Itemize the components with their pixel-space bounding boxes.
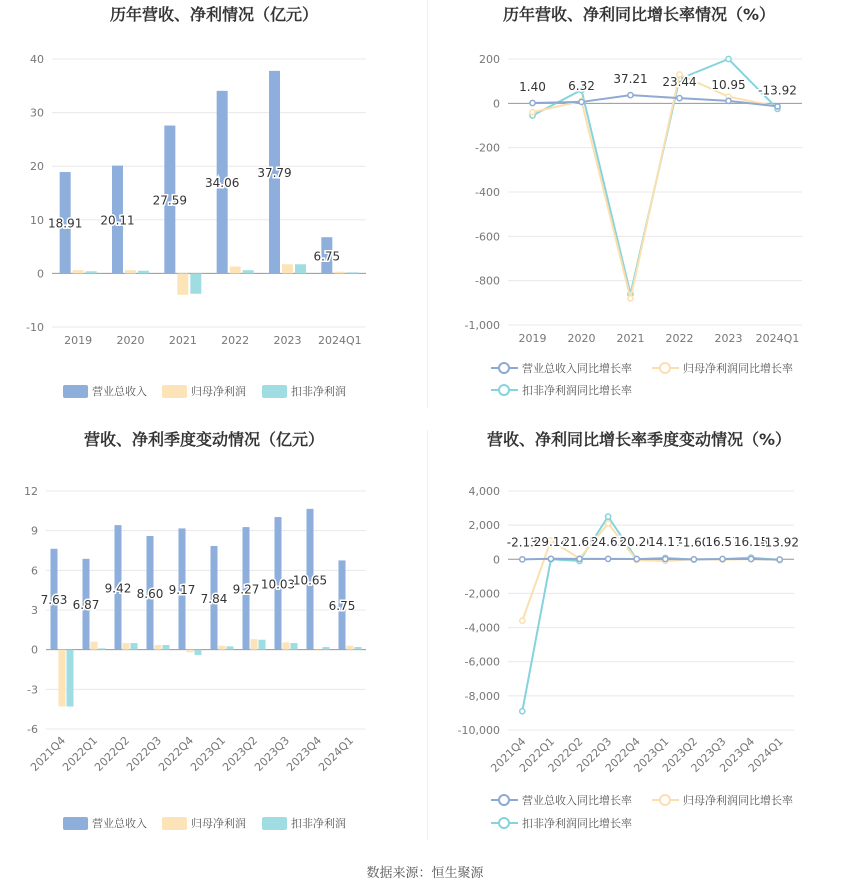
point-归母净利润同比增长率 — [628, 296, 633, 301]
data-label: 18.91 — [47, 216, 83, 231]
legend-marker — [499, 795, 509, 805]
x-tick-label: 2019 — [64, 334, 93, 347]
x-tick-label: 2020 — [567, 332, 596, 345]
data-label: 37.21 — [613, 72, 648, 87]
y-tick-label: -10 — [26, 321, 44, 334]
legend-label: 归母净利润同比增长率 — [683, 362, 793, 375]
data-label: 16.57 — [705, 535, 740, 550]
legend-swatch — [262, 817, 287, 830]
divider-bottom — [427, 430, 428, 840]
y-tick-label: -2,000 — [464, 587, 500, 601]
bar-扣非净利润 — [291, 643, 298, 650]
data-label: 20.20 — [619, 534, 654, 549]
chart-4 — [458, 430, 800, 830]
bar-归母净利润 — [91, 642, 98, 650]
legend-marker — [499, 818, 509, 828]
data-label: 6.87 — [72, 598, 100, 613]
x-tick-label: 2020 — [116, 334, 145, 347]
bar-归母净利润 — [251, 639, 258, 650]
y-tick-label: 30 — [30, 106, 44, 120]
bar-扣非净利润 — [259, 640, 266, 650]
y-tick-label: 0 — [493, 97, 500, 111]
point-扣非净利润同比增长率 — [520, 709, 525, 714]
y-tick-label: 2,000 — [468, 519, 500, 533]
x-tick-label: 2022Q3 — [124, 733, 165, 774]
y-tick-label: -8,000 — [464, 689, 500, 703]
x-tick-label: 2023Q3 — [688, 734, 729, 775]
data-label: 9.27 — [232, 582, 260, 597]
bar-归母净利润 — [230, 266, 241, 273]
data-label: 24.63 — [590, 534, 626, 549]
bar-扣非净利润 — [347, 272, 358, 273]
data-label: 34.06 — [204, 176, 240, 191]
point-营业总收入同比增长率 — [577, 556, 582, 561]
legend-marker — [660, 363, 670, 373]
y-tick-label: 0 — [31, 643, 38, 657]
point-营业总收入同比增长率 — [530, 100, 535, 105]
y-tick-label: -800 — [475, 274, 500, 288]
bar-扣非净利润 — [243, 270, 254, 273]
bar-归母净利润 — [73, 270, 84, 273]
data-label: 9.17 — [168, 583, 196, 598]
bar-归母净利润 — [177, 273, 188, 294]
x-tick-label: 2023Q3 — [252, 733, 293, 774]
x-tick-label: 2024Q1 — [316, 733, 357, 774]
chart-title: 营收、净利同比增长率季度变动情况（%） — [486, 430, 792, 449]
legend-marker — [499, 385, 509, 395]
bar-扣非净利润 — [195, 650, 202, 655]
y-tick-label: 0 — [493, 553, 500, 567]
bar-扣非净利润 — [190, 273, 201, 293]
y-tick-label: 3 — [31, 604, 38, 617]
x-tick-label: 2022 — [665, 332, 694, 345]
point-归母净利润同比增长率 — [520, 618, 525, 623]
bar-归母净利润 — [187, 650, 194, 653]
legend-label: 归母净利润 — [191, 385, 246, 398]
y-tick-label: 40 — [30, 53, 44, 66]
point-扣非净利润同比增长率 — [606, 514, 611, 519]
y-tick-label: -6,000 — [464, 655, 500, 669]
x-tick-label: 2022 — [221, 334, 250, 347]
point-营业总收入同比增长率 — [691, 557, 696, 562]
legend-swatch — [63, 385, 88, 398]
bar-归母净利润 — [282, 264, 293, 273]
x-tick-label: 2022Q2 — [545, 734, 586, 775]
bar-归母净利润 — [347, 646, 354, 650]
x-tick-label: 2022Q1 — [60, 733, 101, 774]
y-tick-label: -4,000 — [464, 621, 500, 635]
data-label: 6.32 — [568, 78, 595, 93]
chart-3 — [24, 430, 366, 830]
y-tick-label: 9 — [31, 524, 38, 538]
y-tick-label: 0 — [37, 267, 44, 281]
legend-label: 扣非净利润同比增长率 — [522, 817, 632, 830]
legend-label: 营业总收入同比增长率 — [522, 362, 632, 375]
x-tick-label: 2019 — [518, 332, 547, 345]
y-tick-label: 20 — [30, 160, 44, 174]
data-label: 21.65 — [562, 534, 597, 549]
point-扣非净利润同比增长率 — [726, 56, 731, 61]
x-tick-label: 2022Q4 — [602, 734, 643, 775]
point-营业总收入同比增长率 — [663, 556, 668, 561]
bar-扣非净利润 — [163, 645, 170, 650]
data-label: 23.44 — [662, 75, 697, 90]
legend-label: 营业总收入同比增长率 — [522, 794, 632, 807]
legend-label: 营业总收入 — [92, 817, 147, 830]
data-label: 10.65 — [292, 573, 328, 588]
point-归母净利润同比增长率 — [606, 521, 611, 526]
data-label: -13.92 — [758, 83, 797, 98]
point-营业总收入同比增长率 — [606, 556, 611, 561]
bar-归母净利润 — [155, 645, 162, 650]
data-label: 37.79 — [257, 166, 292, 181]
divider-top — [427, 0, 428, 408]
y-tick-label: 4,000 — [468, 485, 500, 498]
line-归母净利润同比增长率 — [533, 75, 778, 299]
x-tick-label: 2021Q4 — [28, 733, 69, 774]
x-tick-label: 2022Q3 — [574, 734, 615, 775]
point-营业总收入同比增长率 — [677, 96, 682, 101]
point-营业总收入同比增长率 — [775, 104, 780, 109]
data-label: 8.60 — [136, 586, 164, 601]
bar-扣非净利润 — [295, 264, 306, 273]
y-tick-label: -10,000 — [457, 724, 500, 737]
bar-扣非净利润 — [67, 650, 74, 707]
legend-label: 扣非净利润 — [291, 385, 346, 398]
legend-swatch — [262, 385, 287, 398]
data-label: 14.17 — [648, 535, 683, 550]
bar-归母净利润 — [125, 270, 136, 273]
bar-扣非净利润 — [131, 643, 138, 650]
data-label: 10.03 — [260, 577, 296, 592]
y-tick-label: 6 — [31, 564, 38, 578]
bar-归母净利润 — [123, 643, 130, 650]
x-tick-label: 2023Q2 — [659, 734, 701, 775]
y-tick-label: -3 — [27, 683, 38, 697]
y-tick-label: -1,000 — [464, 319, 500, 332]
x-tick-label: 2024Q1 — [318, 334, 362, 347]
bar-扣非净利润 — [227, 646, 234, 649]
y-tick-label: -400 — [475, 186, 500, 199]
chart-title: 营收、净利季度变动情况（亿元） — [83, 430, 325, 449]
legend-label: 扣非净利润同比增长率 — [522, 384, 632, 397]
legend-label: 扣非净利润 — [291, 817, 346, 830]
data-label: 6.75 — [313, 249, 341, 264]
x-tick-label: 2023Q1 — [188, 733, 229, 774]
legend-label: 归母净利润 — [191, 817, 246, 830]
x-tick-label: 2023Q2 — [220, 733, 261, 774]
data-label: 27.59 — [152, 193, 188, 208]
x-tick-label: 2021 — [616, 332, 645, 345]
x-tick-label: 2024Q1 — [755, 332, 800, 345]
y-tick-label: 200 — [479, 53, 500, 66]
bar-归母净利润 — [219, 646, 226, 650]
point-营业总收入同比增长率 — [520, 557, 525, 562]
data-label: -2.13 — [506, 535, 538, 550]
data-label: 20.11 — [100, 213, 135, 228]
x-tick-label: 2021 — [168, 334, 197, 347]
point-营业总收入同比增长率 — [726, 98, 731, 103]
line-营业总收入同比增长率 — [522, 559, 779, 560]
legend-label: 归母净利润同比增长率 — [683, 794, 793, 807]
bar-扣非净利润 — [138, 271, 149, 274]
point-营业总收入同比增长率 — [777, 557, 782, 562]
point-营业总收入同比增长率 — [749, 556, 754, 561]
data-label: 1.40 — [519, 80, 546, 95]
bar-归母净利润 — [334, 272, 345, 274]
x-tick-label: 2023 — [714, 332, 743, 345]
line-扣非净利润同比增长率 — [533, 59, 778, 294]
data-label: 7.63 — [40, 593, 68, 608]
point-营业总收入同比增长率 — [720, 556, 725, 561]
data-label: 16.15 — [733, 535, 769, 550]
y-tick-label: -600 — [475, 230, 500, 244]
data-source-note: 数据来源：恒生聚源 — [366, 866, 484, 881]
y-tick-label: 12 — [24, 485, 38, 498]
chart-1 — [26, 5, 366, 398]
legend-marker — [499, 363, 509, 373]
point-营业总收入同比增长率 — [634, 556, 639, 561]
x-tick-label: 2022Q1 — [516, 734, 558, 775]
legend-swatch — [63, 817, 88, 830]
legend-marker — [660, 795, 670, 805]
x-tick-label: 2021Q4 — [488, 734, 529, 775]
bar-归母净利润 — [59, 650, 66, 707]
data-label: 6.75 — [328, 599, 356, 614]
legend-swatch — [162, 817, 187, 830]
point-营业总收入同比增长率 — [628, 92, 633, 97]
x-tick-label: 2023Q4 — [284, 733, 325, 774]
point-营业总收入同比增长率 — [579, 99, 584, 104]
legend-label: 营业总收入 — [92, 385, 147, 398]
chart-title: 历年营收、净利同比增长率情况（%） — [502, 5, 776, 24]
data-label: -13.92 — [760, 535, 800, 550]
point-营业总收入同比增长率 — [548, 556, 553, 561]
y-tick-label: 10 — [30, 213, 44, 227]
bar-归母净利润 — [315, 650, 322, 651]
point-归母净利润同比增长率 — [530, 110, 535, 115]
bar-扣非净利润 — [86, 271, 97, 273]
chart-2 — [465, 5, 802, 397]
x-tick-label: 2023Q1 — [631, 734, 672, 775]
y-tick-label: -200 — [475, 141, 500, 155]
y-tick-label: -6 — [27, 723, 38, 736]
bar-扣非净利润 — [355, 647, 362, 650]
x-tick-label: 2024Q1 — [745, 734, 786, 775]
data-label: 10.95 — [711, 77, 746, 92]
bar-扣非净利润 — [99, 648, 106, 649]
x-tick-label: 2022Q2 — [92, 733, 133, 774]
x-tick-label: 2023Q4 — [717, 734, 758, 775]
bar-归母净利润 — [283, 642, 290, 649]
legend-swatch — [162, 385, 187, 398]
chart-title: 历年营收、净利情况（亿元） — [109, 5, 319, 24]
data-label: 7.84 — [200, 591, 228, 606]
x-tick-label: 2022Q4 — [156, 733, 197, 774]
data-label: -1.60 — [678, 535, 710, 550]
bar-扣非净利润 — [323, 647, 330, 650]
data-label: 9.42 — [104, 581, 132, 596]
data-label: 29.14 — [533, 534, 569, 549]
x-tick-label: 2023 — [273, 334, 302, 347]
